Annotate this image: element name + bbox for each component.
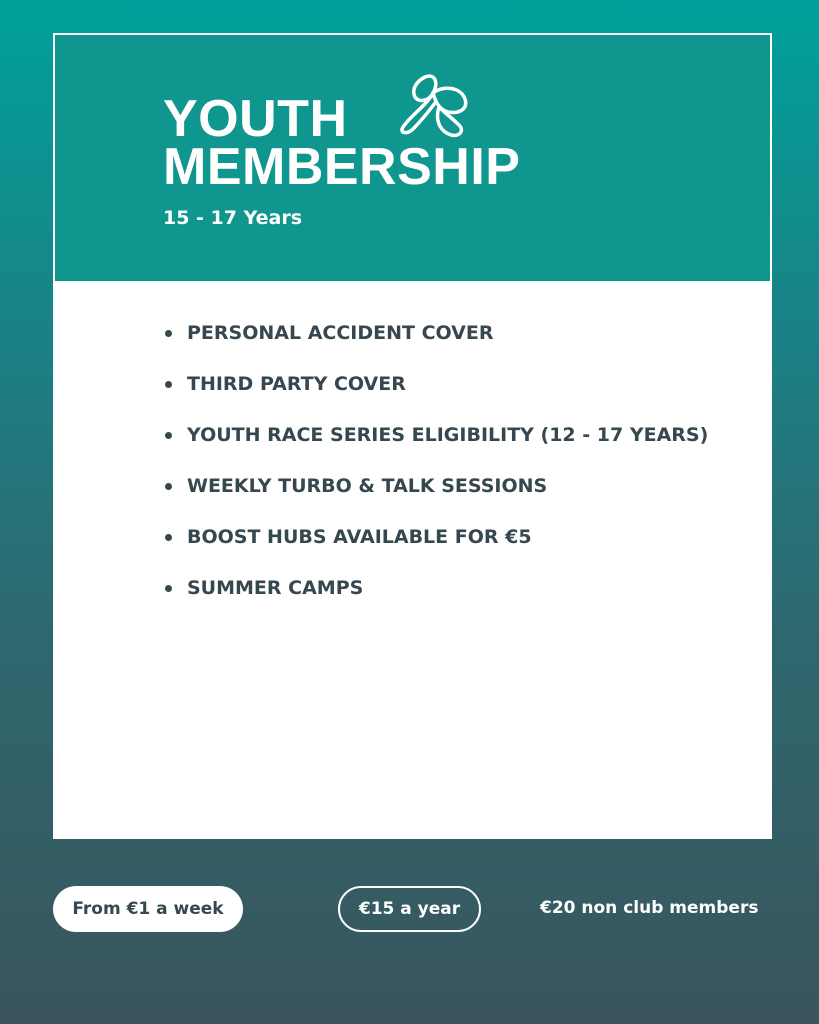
title-line-youth: YOUTH [163, 90, 348, 148]
non-club-price: €20 non club members [540, 898, 759, 918]
benefit-text: BOOST HUBS AVAILABLE FOR €5 [187, 526, 532, 548]
bullet-icon [165, 432, 172, 439]
list-item [163, 321, 708, 372]
benefit-text: THIRD PARTY COVER [187, 373, 406, 395]
age-range: 15 - 17 Years [163, 207, 303, 229]
membership-card [53, 33, 772, 839]
benefit-text: PERSONAL ACCIDENT COVER [187, 322, 494, 344]
weekly-price-badge: From €1 a week [53, 886, 243, 932]
benefit-text: SUMMER CAMPS [187, 577, 364, 599]
list-item [163, 372, 708, 423]
benefits-list [163, 321, 708, 627]
yearly-price-badge: €15 a year [338, 886, 481, 932]
list-item [163, 423, 708, 474]
bullet-icon [165, 483, 172, 490]
bullet-icon [165, 381, 172, 388]
list-item [163, 525, 708, 576]
card-body [55, 281, 770, 837]
list-item [163, 576, 708, 627]
benefit-text: WEEKLY TURBO & TALK SESSIONS [187, 475, 548, 497]
bullet-icon [165, 585, 172, 592]
list-item [163, 474, 708, 525]
swirl-logo-icon [395, 71, 471, 147]
bullet-icon [165, 534, 172, 541]
benefit-text: YOUTH RACE SERIES ELIGIBILITY (12 - 17 YEARS) [187, 424, 709, 446]
card-header [55, 35, 770, 281]
bullet-icon [165, 330, 172, 337]
title-line-membership: MEMBERSHIP [163, 138, 521, 196]
